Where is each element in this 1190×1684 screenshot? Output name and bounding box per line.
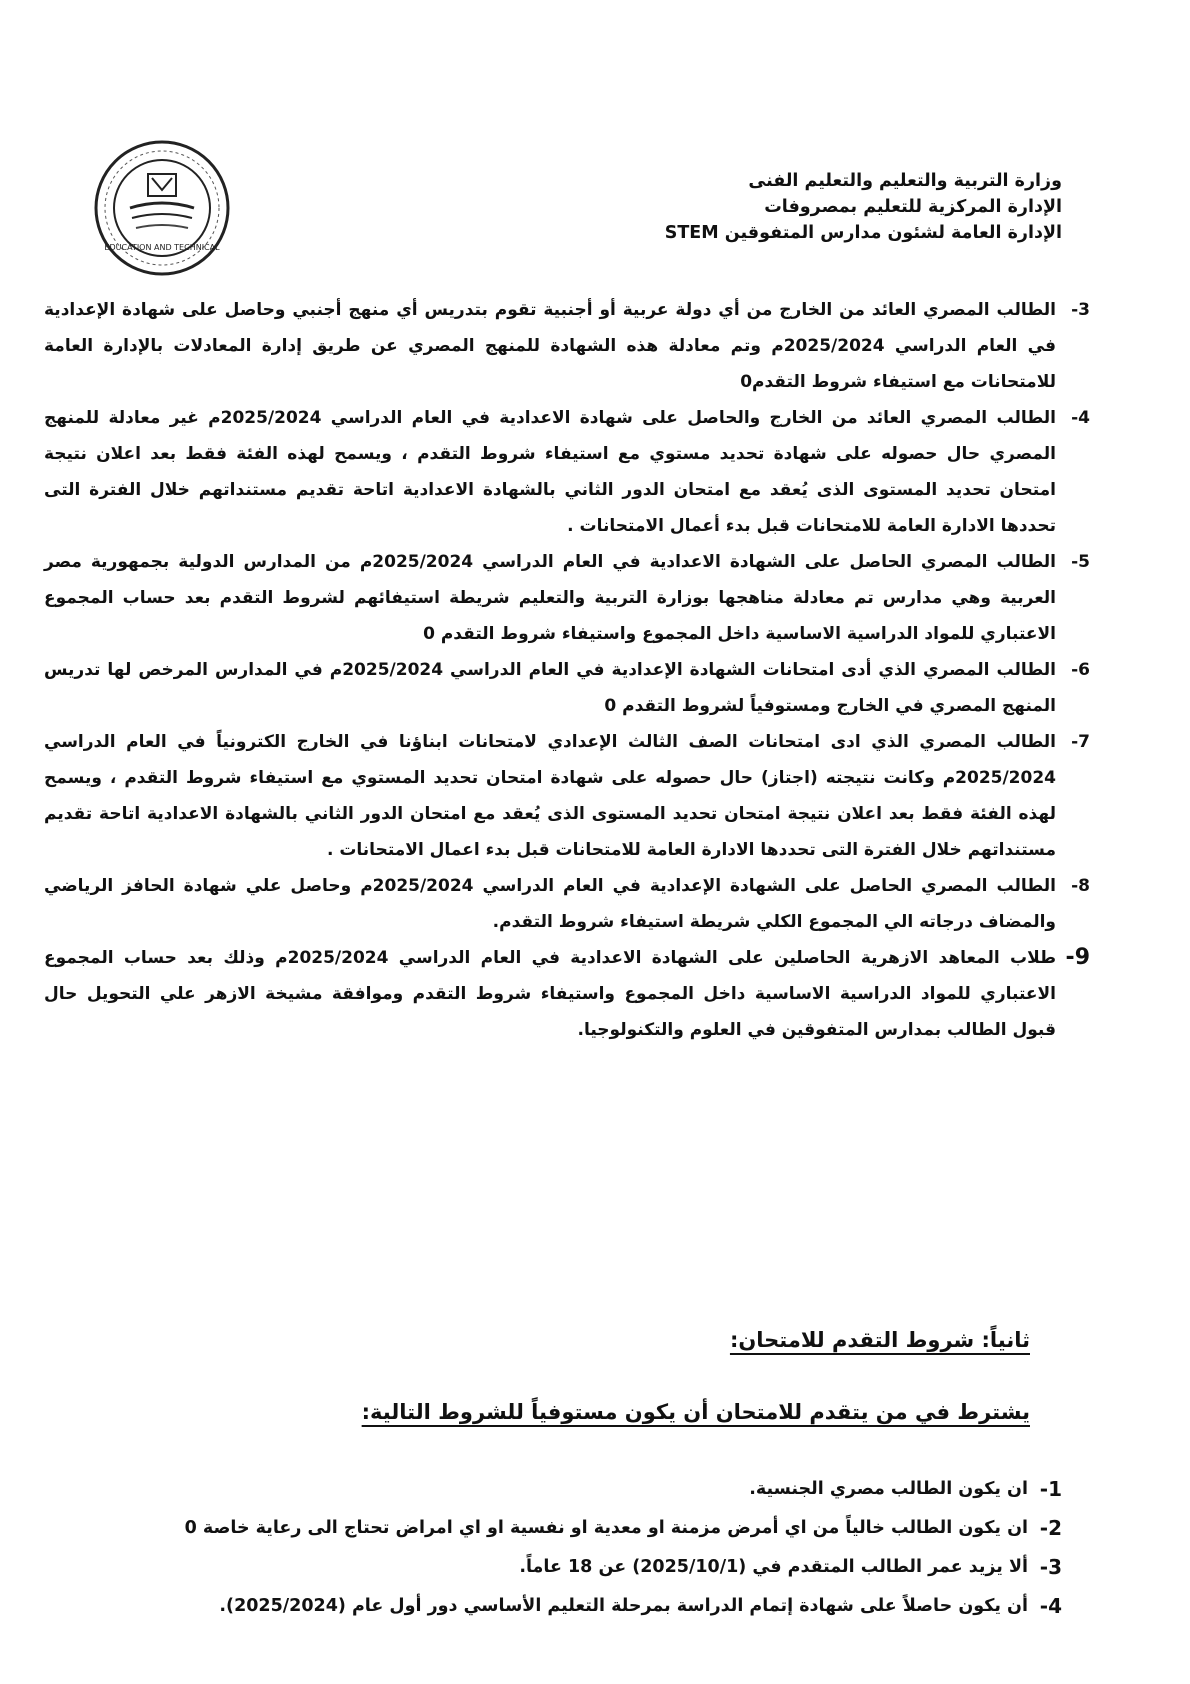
- condition-text: ألا يزيد عمر الطالب المتقدم في (2025/10/1) عن 18 عاماً.: [519, 1557, 1028, 1577]
- list-item: [44, 724, 1090, 868]
- condition-number: 3-: [1039, 1555, 1062, 1579]
- list-item: [44, 652, 1090, 724]
- condition-text: ان يكون الطالب مصري الجنسية.: [749, 1479, 1028, 1499]
- condition-item: [62, 1470, 1062, 1509]
- list-item: [44, 544, 1090, 652]
- list-item: [44, 400, 1090, 544]
- central-administration: الإدارة المركزية للتعليم بمصروفات: [764, 197, 1062, 217]
- section-subheading: يشترط في من يتقدم للامتحان أن يكون مستوفياً للشروط التالية:: [361, 1400, 1030, 1424]
- condition-number: 1-: [1039, 1477, 1062, 1501]
- item-number: 8-: [1071, 876, 1090, 896]
- condition-number: 2-: [1039, 1516, 1062, 1540]
- item-text: الطالب المصري الذي ادى امتحانات الصف الثالث الإعدادي لامتحانات ابناؤنا في الخارج الكترونياً في العام الدراسي 2025/2024م وكانت نتيجته (اجتاز) حال حصوله على شهادة امتحان تحديد المستوي مع استيفاء شروط التقدم ، ويسمح لهذه الفئة فقط بعد اعلان نتيجة امتحان تحديد المستوى الذى يُعقد مع امتحان الدور الثاني بالشهادة الاعدادية اتاحة تقديم مستنداتهم خلال الفترة التى تحددها الادارة العامة للامتحانات قبل بدء اعمال الامتحانات .: [44, 732, 1056, 860]
- section-heading: ثانياً: شروط التقدم للامتحان:: [729, 1328, 1030, 1352]
- item-text: الطالب المصري الذي أدى امتحانات الشهادة الإعدادية في العام الدراسي 2025/2024م في المدارس المرخص لها تدريس المنهج المصري في الخارج ومستوفياً لشروط التقدم 0: [44, 660, 1056, 716]
- item-number: 5-: [1071, 552, 1090, 572]
- item-text: طلاب المعاهد الازهرية الحاصلين على الشهادة الاعدادية في العام الدراسي 2025/2024م وذلك بعد حساب المجموع الاعتباري للمواد الدراسية الاساسية داخل المجموع واستيفاء شروط التقدم وموافقة مشيخة الازهر علي التحويل حال قبول الطالب بمدارس المتفوقين في العلوم والتكنولوجيا.: [44, 948, 1056, 1040]
- condition-text: أن يكون حاصلاً على شهادة إتمام الدراسة بمرحلة التعليم الأساسي دور أول عام (2025/2024).: [219, 1596, 1028, 1616]
- item-text: الطالب المصري الحاصل على الشهادة الاعدادية في العام الدراسي 2025/2024م من المدارس الدولية بجمهورية مصر العربية وهي مدارس تم معادلة مناهجها بوزارة التربية والتعليم شريطة استيفائهم لشروط التقدم بعد حساب المجموع الاعتباري للمواد الدراسية الاساسية داخل المجموع واستيفاء شروط التقدم 0: [44, 552, 1056, 644]
- condition-text: ان يكون الطالب خالياً من اي أمرض مزمنة او معدية او نفسية او اي امراض تحتاج الى رعاية خاصة 0: [184, 1518, 1028, 1538]
- item-number: 9-: [1065, 945, 1090, 970]
- item-text: الطالب المصري العائد من الخارج من أي دولة عربية أو أجنبية تقوم بتدريس أي منهج أجنبي وحاصل على شهادة الإعدادية في العام الدراسي 2025/2024م وتم معادلة هذه الشهادة للمنهج المصري عن طريق إدارة المعادلات بالإدارة العامة للامتحانات مع استيفاء شروط التقدم0: [44, 300, 1057, 392]
- conditions-list: [62, 1470, 1062, 1626]
- list-item: [44, 940, 1090, 1048]
- item-number: 6-: [1071, 660, 1090, 680]
- item-number: 7-: [1071, 732, 1090, 752]
- condition-item: [62, 1587, 1062, 1626]
- item-text: الطالب المصري الحاصل على الشهادة الإعدادية في العام الدراسي 2025/2024م وحاصل علي شهادة الحافز الرياضي والمضاف درجاته الي المجموع الكلي شريطة استيفاء شروط التقدم.: [44, 876, 1057, 932]
- letterhead: [582, 168, 1062, 246]
- item-text: الطالب المصري العائد من الخارج والحاصل على شهادة الاعدادية في العام الدراسي 2025/2024م غير معادلة للمنهج المصري حال حصوله على شهادة تحديد مستوي مع استيفاء شروط التقدم ، ويسمح لهذه الفئة فقط بعد اعلان نتيجة امتحان تحديد المستوى الذى يُعقد مع امتحان الدور الثاني بالشهادة الاعدادية اتاحة تقديم مستنداتهم خلال الفترة التى تحددها الادارة العامة للامتحانات قبل بدء أعمال الامتحانات .: [44, 408, 1056, 536]
- condition-item: [62, 1509, 1062, 1548]
- eligibility-list: [44, 292, 1090, 1048]
- item-number: 3-: [1071, 300, 1090, 320]
- ministry-seal-icon: [92, 138, 232, 278]
- item-number: 4-: [1071, 408, 1090, 428]
- list-item: [44, 292, 1090, 400]
- svg-text:EDUCATION AND TECHNICAL: EDUCATION AND TECHNICAL: [104, 243, 220, 252]
- condition-number: 4-: [1039, 1594, 1062, 1618]
- condition-item: [62, 1548, 1062, 1587]
- ministry-name: وزارة التربية والتعليم والتعليم الفنى: [748, 171, 1062, 191]
- general-administration: الإدارة العامة لشئون مدارس المتفوقين STEM: [664, 223, 1062, 243]
- list-item: [44, 868, 1090, 940]
